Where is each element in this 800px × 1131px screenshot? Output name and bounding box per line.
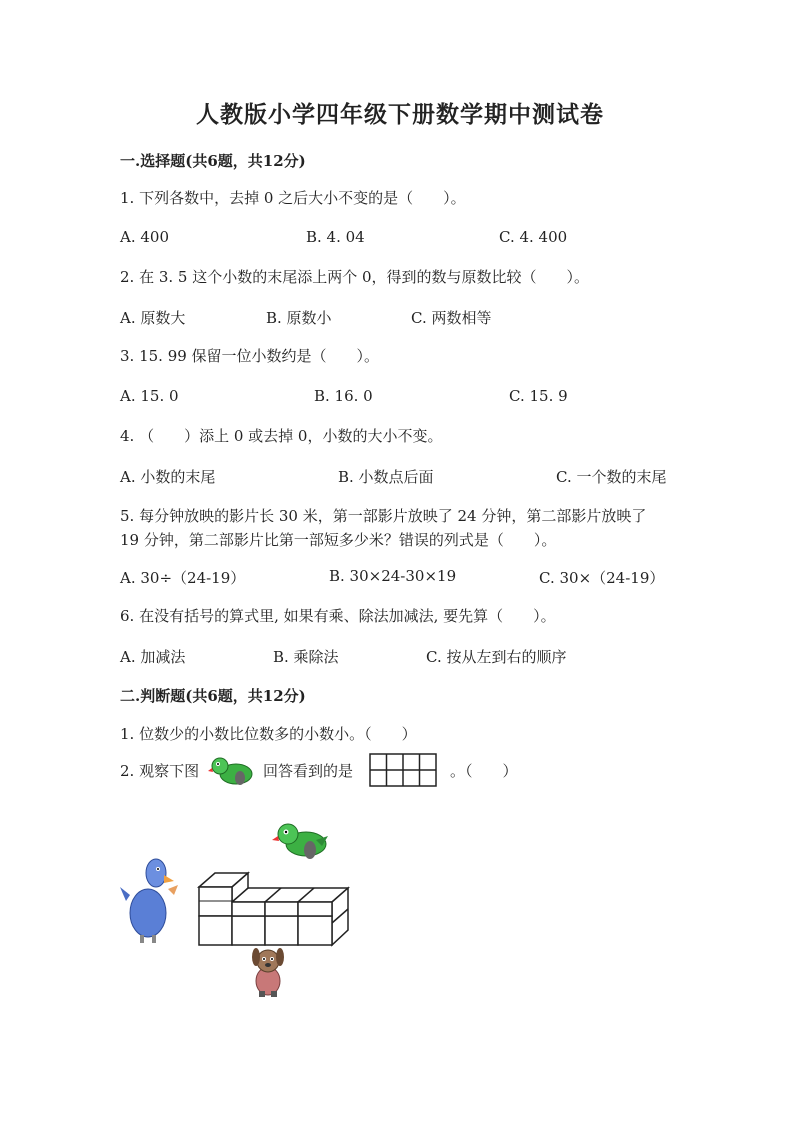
question-5-line-1: 5. 每分钟放映的影片长 30 米，第一部影片放映了 24 分钟，第二部影片放映了	[120, 507, 647, 525]
jq2-text-part-3: 。（ ）	[450, 762, 518, 780]
judgement-question-1: 1. 位数少的小数比位数多的小数小。（ ）	[120, 725, 417, 743]
q1-option-a: A. 400	[120, 228, 169, 246]
page-title: 人教版小学四年级下册数学期中测试卷	[196, 101, 604, 128]
jq2-text-part-2: 回答看到的是	[263, 762, 354, 780]
question-6: 6. 在没有括号的算式里, 如果有乘、除法加减法, 要先算（ ）。	[120, 607, 556, 625]
observation-figure	[110, 815, 370, 1005]
q6-option-a: A. 加减法	[120, 648, 186, 666]
q2-option-c: C. 两数相等	[411, 309, 492, 327]
judgement-question-2	[120, 752, 680, 792]
question-1: 1. 下列各数中，去掉 0 之后大小不变的是（ ）。	[120, 189, 466, 207]
dog-icon	[252, 948, 284, 997]
q6-option-b: B. 乘除法	[273, 648, 339, 666]
question-5-line-2: 19 分钟，第二部影片比第一部短多少米？错误的列式是（ ）。	[120, 531, 557, 549]
jq2-text-part-1: 2. 观察下图	[120, 762, 200, 780]
parrot-icon	[208, 754, 258, 788]
q6-option-c: C. 按从左到右的顺序	[426, 648, 567, 666]
bird-icon	[120, 859, 178, 943]
question-2: 2. 在 3. 5 这个小数的末尾添上两个 0，得到的数与原数比较（ ）。	[120, 268, 590, 286]
q4-option-b: B. 小数点后面	[338, 468, 434, 486]
section-heading-choice: 一.选择题(共6题，共12分)	[120, 152, 306, 170]
q3-option-b: B. 16. 0	[314, 387, 373, 405]
q1-option-c: C. 4. 400	[499, 228, 568, 246]
q3-option-c: C. 15. 9	[509, 387, 568, 405]
q4-option-a: A. 小数的末尾	[120, 468, 216, 486]
parrot-icon	[272, 824, 328, 859]
q5-option-c: C. 30×（24-19）	[539, 569, 665, 587]
q5-option-b: B. 30×24-30×19	[329, 567, 457, 585]
cube-blocks	[199, 873, 348, 945]
q2-option-a: A. 原数大	[120, 309, 186, 327]
q5-option-a: A. 30÷（24-19）	[120, 569, 246, 587]
question-4: 4. （ ）添上 0 或去掉 0，小数的大小不变。	[120, 427, 443, 445]
section-heading-judgement: 二.判断题(共6题，共12分)	[120, 687, 306, 705]
q2-option-b: B. 原数小	[266, 309, 332, 327]
q4-option-c: C. 一个数的末尾	[556, 468, 667, 486]
question-3: 3. 15. 99 保留一位小数约是（ ）。	[120, 347, 380, 365]
q1-option-b: B. 4. 04	[306, 228, 365, 246]
top-view-grid	[368, 752, 438, 788]
q3-option-a: A. 15. 0	[120, 387, 179, 405]
